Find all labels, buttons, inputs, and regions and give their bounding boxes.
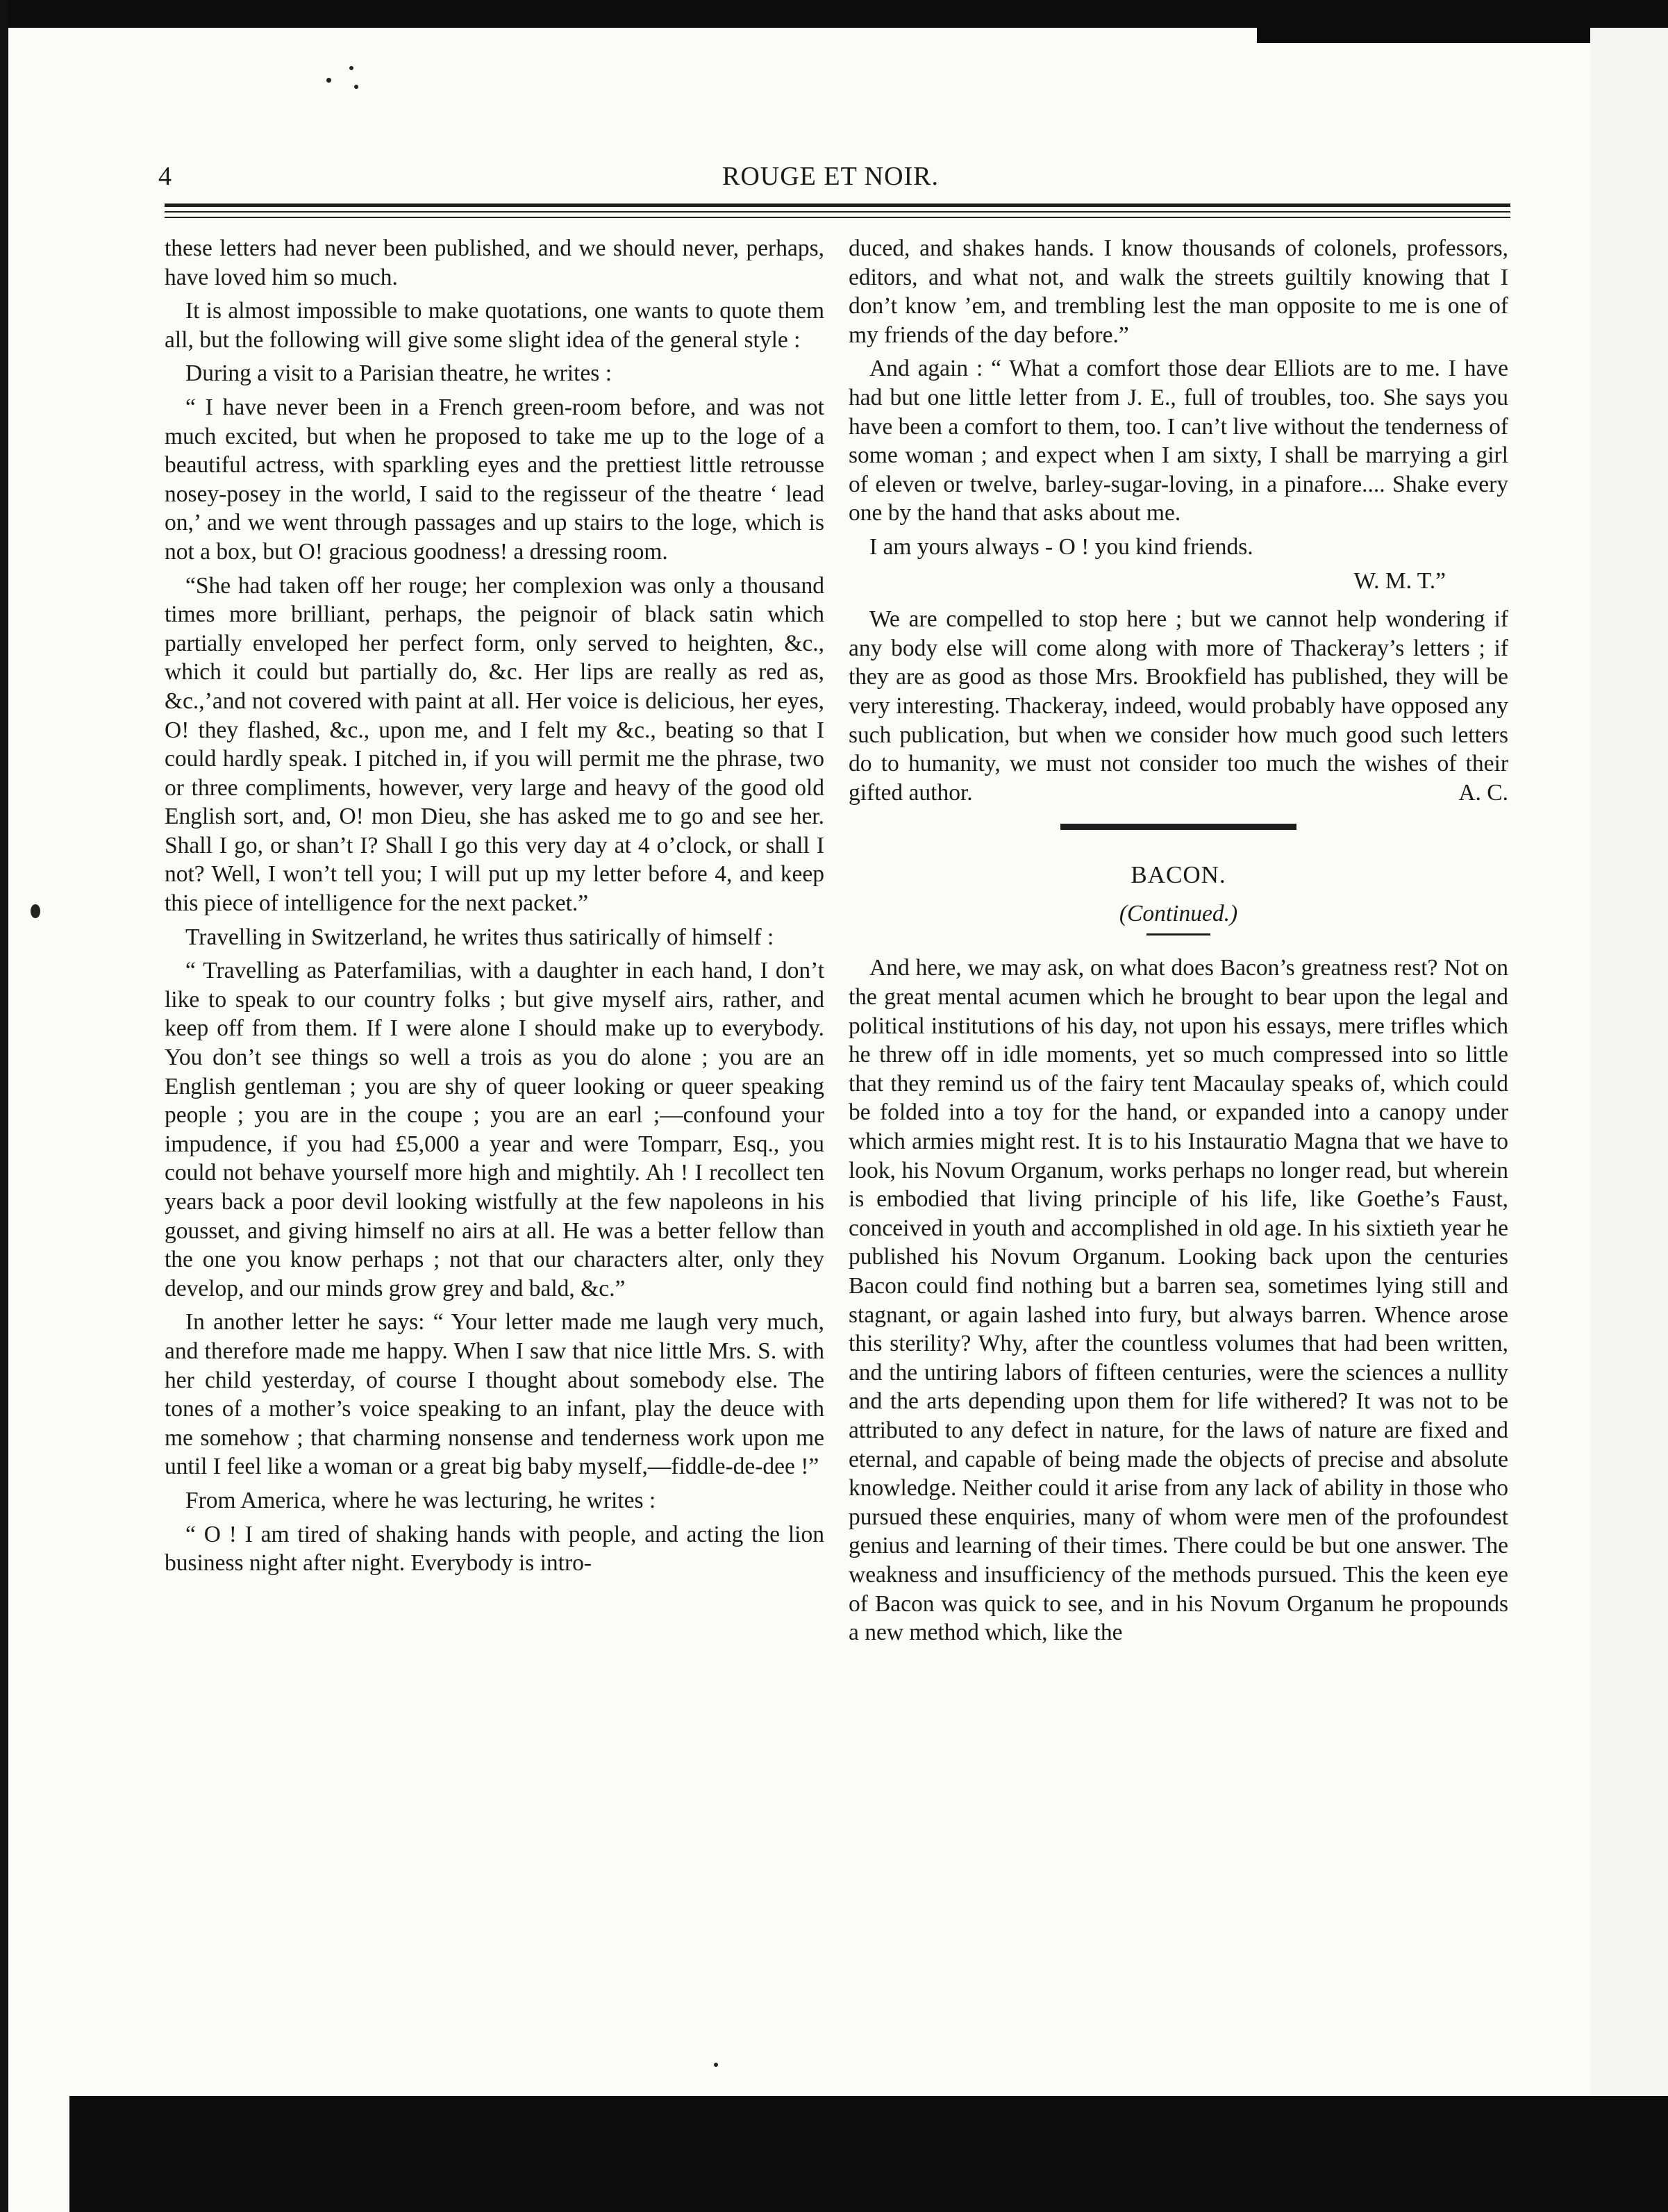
section-divider: [1060, 824, 1296, 830]
paragraph: In another letter he says: “ Your letter made me laugh very much, and therefore made me happy. When I saw that nice little Mrs. S. with her child yesterday, of course I thought about somebody else. The tones of a mother’s voice speaking to an infant, play the deuce with me somehow ; that charming nonsense and tenderness work upon me until I feel like a woman or a great big baby myself,—fiddle-de-dee !”: [165, 1309, 824, 1480]
scan-margin-right: [1590, 28, 1668, 2097]
page-number: 4: [158, 162, 172, 191]
scan-border-top: [0, 0, 1668, 28]
closing-signature: A. C.: [1458, 779, 1508, 806]
header-rule: [165, 217, 1510, 218]
scan-border-bottom: [69, 2096, 1668, 2212]
scan-speck: [326, 78, 331, 83]
scan-border-left: [0, 0, 8, 2212]
paragraph: And here, we may ask, on what does Bacon’s greatness rest? Not on the great mental acumen which he brought to bear upon the legal and political institutions of his day, not upon his essays, mere trifles which he threw off in idle moments, yet so much compressed into so little that they remind us of the fairy tent Macaulay speaks of, which could be folded into a toy for the hand, or expanded into a canopy under which armies might rest. It is to his Instauratio Magna that we have to look, his Novum Organum, works perhaps no longer read, but wherein is embodied that living principle of his life, like Goethe’s Faust, conceived in youth and accomplished in old age. In his sixtieth year he published his Novum Organum. Looking back upon the centuries Bacon could find nothing but a barren sea, sometimes lying still and stagnant, or again lashed into fury, but always barren. Whence arose this sterility? Why, after the countless volumes that had been written, and the untiring labors of fifteen centuries, were the sciences a nullity and the arts depending upon them for life withered? It was not to be attributed to any defect in nature, for the laws of nature are fixed and eternal, and capable of being made the objects of precise and absolute knowledge. Neither could it arise from any lack of ability in those who pursued these enquiries, many of whom were men of the profoundest genius and learning of their times. There could be but one answer. The weakness and insufficiency of the methods pursued. This the keen eye of Bacon was quick to see, and in his Novum Organum he propounds a new method which, like the: [849, 955, 1508, 1646]
paragraph: From America, where he was lecturing, he writes :: [185, 1487, 656, 1513]
paragraph: “ Travelling as Paterfamilias, with a daughter in each hand, I don’t like to speak to our country folks ; but give myself airs, rather, and keep off from them. If I were alone I should make up to everybody. You don’t see things so well a trois as you do alone ; you are an English gentleman ; you are shy of queer looking or queer speaking people ; you are in the coupe ; you are an earl ;—confound your impudence, if you had £5,000 a year and were Tomparr, Esq., you could not behave yourself more high and mightily. Ah ! I recollect ten years back a poor devil looking wistfully at the few napoleons in his gousset, and giving himself no airs at all. He was a better fellow than the one you know perhaps ; not that our characters alter, only they develop, and our minds grow grey and bald, &c.”: [165, 958, 824, 1302]
paragraph: It is almost impossible to make quotations, one wants to quote them all, but the following will give some slight idea of the general style :: [165, 298, 824, 353]
scan-speck: [714, 2063, 718, 2067]
section-subtitle: (Continued.): [1119, 900, 1238, 926]
right-column: [849, 234, 1508, 1652]
scan-speck: [31, 904, 40, 918]
paragraph: these letters had never been published, and we should never, perhaps, have loved him so much.: [165, 235, 824, 290]
scan-speck: [349, 66, 353, 70]
closing-text: We are compelled to stop here ; but we cannot help wondering if any body else will come along with more of Thackeray’s letters ; if they are as good as those Mrs. Brookfield has published, they will be very interesting. Thackeray, indeed, would probably have opposed any such publication, but when we consider how much good such letters do to humanity, we must not consider too much the wishes of their gifted author.: [849, 606, 1508, 806]
paragraph: “ O ! I am tired of shaking hands with people, and acting the lion business night after night. Everybody is intro-: [165, 1521, 824, 1577]
paragraph: And again : “ What a comfort those dear Elliots are to me. I have had but one little letter from J. E., full of troubles, too. She says you have been a comfort to them, too. I can’t live without the tenderness of some woman ; and expect when I am sixty, I shall be marrying a girl of eleven or twelve, barley-sugar-loving, in a pinafore.... Shake every one by the hand that asks about me.: [849, 356, 1508, 526]
left-column: [165, 234, 824, 1583]
paragraph: I am yours always - O ! you kind friends.: [869, 533, 1253, 560]
section-title: BACON.: [1131, 861, 1226, 889]
header-rule: [165, 211, 1510, 213]
header-rule: [165, 203, 1510, 207]
paragraph: Travelling in Switzerland, he writes thus satirically of himself :: [185, 924, 774, 950]
closing-paragraph: [849, 605, 1508, 807]
subtitle-rule: [1146, 933, 1210, 935]
paragraph: duced, and shakes hands. I know thousands of colonels, professors, editors, and what not, and walk the streets guiltily knowing that I don’t know ’em, and trembling lest the man opposite to me is one of my friends of the day before.”: [849, 235, 1508, 348]
paragraph: “ I have never been in a French green-room before, and was not much excited, but when he proposed to take me up to the loge of a beautiful actress, with sparkling eyes and the prettiest little retrousse nosey-posey in the world, I said to the regisseur of the theatre ‘ lead on,’ and we went through passages and up stairs to the loge, which is not a box, but O! gracious goodness! a dressing room.: [165, 394, 824, 565]
scan-speck: [354, 85, 358, 89]
letter-signature: W. M. T.”: [1353, 567, 1446, 594]
paragraph: “She had taken off her rouge; her complexion was only a thousand times more brilliant, perhaps, the peignoir of black satin which partially enveloped her perfect form, only served to heighten, &c., which it could but partially do, &c. Her lips are really as red as, &c.,’and not covered with paint at all. Her voice is delicious, her eyes, O! they flashed, &c., upon me, and I felt my &c., beating so that I could hardly speak. I pitched in, if you will permit me the phrase, two or three compliments, however, very large and heavy of the good old English sort, and, O! mon Dieu, she has asked me to go and see her. Shall I go, or shan’t I? Shall I go this very day at 4 o’clock, or shall I not? Well, I won’t tell you; I will put up my letter before 4, and keep this piece of intelligence for the next packet.”: [165, 572, 824, 917]
running-title: ROUGE ET NOIR.: [722, 162, 940, 191]
paragraph: During a visit to a Parisian theatre, he writes :: [185, 360, 612, 387]
